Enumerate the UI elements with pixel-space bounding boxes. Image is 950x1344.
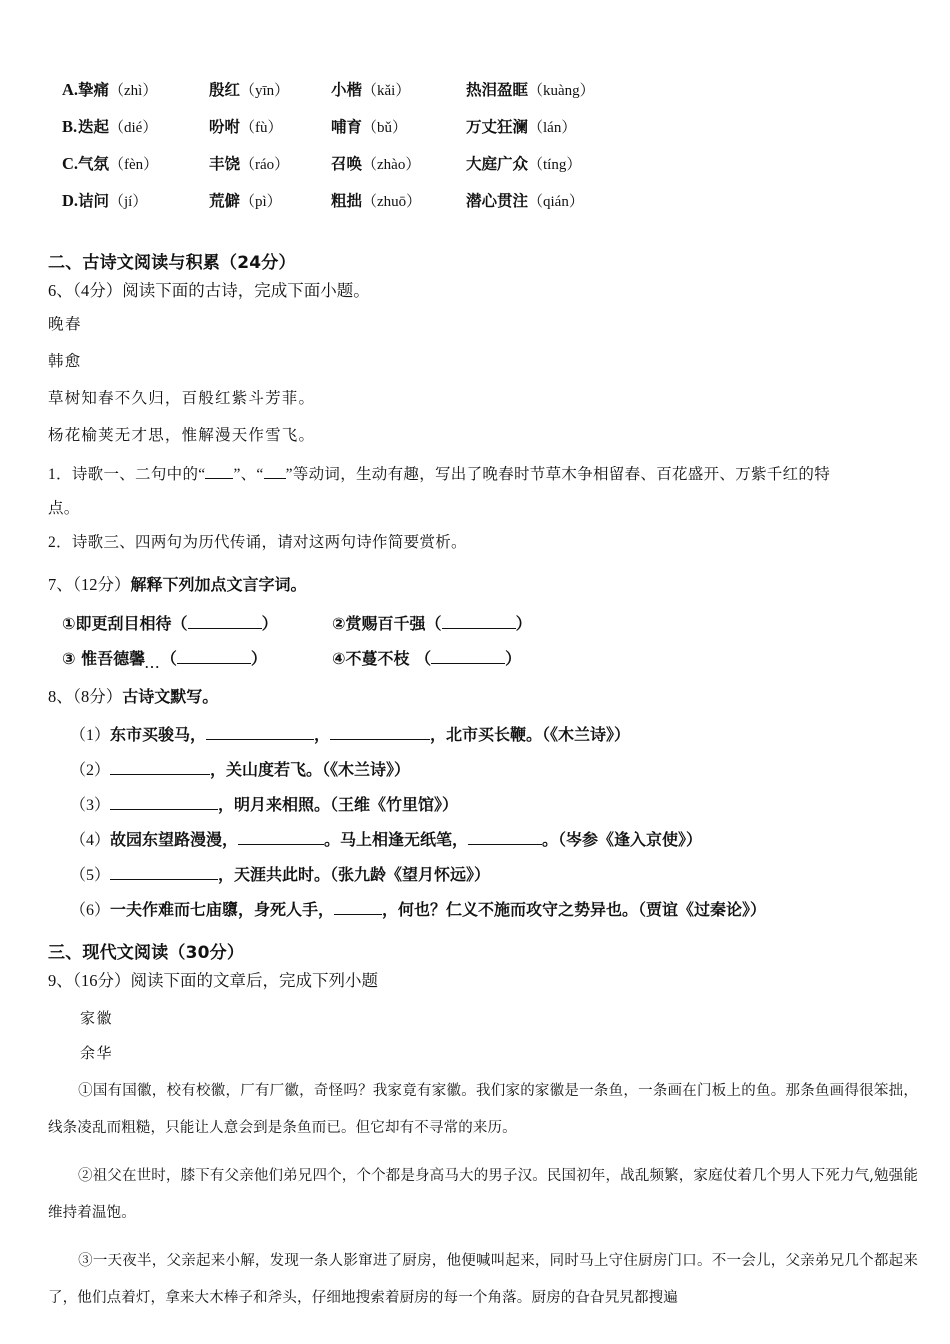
question-9-stem [48, 969, 918, 993]
choice-letter: A. [62, 80, 79, 99]
question-text: 阅读下面的文章后，完成下列小题 [130, 971, 378, 991]
choice-option: 召唤（zhào） [331, 155, 421, 173]
answer-blank[interactable] [110, 797, 218, 810]
choice-option: 万丈狂澜（lán） [466, 118, 577, 136]
item-index: （6） [70, 902, 111, 920]
answer-blank[interactable] [264, 466, 286, 479]
question-score: （12分） [72, 574, 131, 594]
choice-option: 吩咐（fù） [209, 118, 283, 136]
item-index: （3） [70, 797, 111, 815]
choice-row[interactable] [48, 152, 918, 189]
choice-row[interactable] [48, 115, 918, 152]
choice-option: 哺育（bǔ） [331, 118, 408, 136]
section-heading-2: 二、古诗文阅读与积累（24分） [48, 253, 296, 273]
choice-option: 气氛（fèn） [78, 155, 159, 173]
poem-author: 韩愈 [48, 351, 82, 370]
item-index: （5） [70, 867, 111, 885]
question-number: 6、 [48, 281, 73, 300]
q7-item: ①即更刮目相待（ ） [62, 613, 278, 633]
fill-in-row: （5） ，天涯共此时。（张九龄《望月怀远》） [70, 865, 491, 885]
question-score: （8分） [72, 686, 123, 706]
fill-in-row: （1）东市买骏马， ， ，北市买长鞭。（《木兰诗》） [70, 725, 631, 745]
poem-line: 草树知春不久归，百般红紫斗芳菲。 [48, 388, 316, 407]
answer-blank[interactable] [330, 727, 430, 740]
question-text: 解释下列加点文言字词。 [130, 574, 307, 594]
question-6-stem [48, 279, 918, 303]
article-title: 家徽 [80, 1009, 114, 1028]
answer-blank[interactable] [442, 616, 516, 629]
fill-in-row: （3） ，明月来相照。（王维《竹里馆》） [70, 795, 459, 815]
fill-in-row: （4）故园东望路漫漫， 。马上相逢无纸笔， 。（岑参《逢入京使》） [70, 830, 703, 850]
question-8-stem [48, 685, 918, 709]
emphasis-dots: ... [145, 655, 161, 671]
choice-option: 小楷（kǎi） [331, 81, 411, 99]
sub-question-text: ”等动词，生动有趣，写出了晚春时节草木争相留春、百花盛开、万紫千红的特 [285, 465, 830, 483]
item-index: （2） [70, 762, 111, 780]
choice-letter: C. [62, 154, 79, 173]
question-number: 7、 [48, 574, 73, 594]
answer-blank[interactable] [431, 651, 505, 664]
item-index: （4） [70, 832, 111, 850]
answer-blank[interactable] [468, 832, 542, 845]
article-author: 余华 [80, 1044, 114, 1063]
item-index: （1） [70, 727, 111, 745]
q7-item: ②赏赐百千强（ ） [332, 613, 532, 633]
article-paragraph: ②祖父在世时，膝下有父亲他们弟兄四个，个个都是身高马大的男子汉。民国初年，战乱频繁，家庭仗着几个男人下死力气,勉强能维持着温饱。 [48, 1168, 918, 1221]
fill-in-row: （6）一夫作难而七庙隳，身死人手， ，何也？仁义不施而攻守之势异也。（贾谊《过秦论》） [70, 900, 767, 920]
poem-title: 晚春 [48, 314, 83, 333]
choice-row[interactable] [48, 78, 918, 115]
choice-letter: D. [62, 191, 79, 210]
article-paragraph: ③一天夜半，父亲起来小解，发现一条人影窜进了厨房，他便喊叫起来，同时马上守住厨房门口。不一会儿，父亲弟兄几个都起来了，他们点着灯，拿来大木棒子和斧头，仔细地搜索着厨房的每一个角落。厨房的旮旮旯旯都搜遍 [48, 1253, 918, 1306]
choice-option: 诘问（jí） [78, 192, 148, 210]
answer-blank[interactable] [205, 466, 233, 479]
answer-blank[interactable] [110, 867, 218, 880]
choice-option: 粗拙（zhuō） [331, 192, 422, 210]
question-text: 古诗文默写。 [122, 686, 219, 706]
answer-blank[interactable] [238, 832, 324, 845]
choice-row[interactable] [48, 189, 918, 226]
answer-blank[interactable] [188, 616, 262, 629]
question-7-row [48, 646, 918, 669]
fill-in-row: （2） ，关山度若飞。（《木兰诗》） [70, 760, 411, 780]
question-6-sub-2: 2．诗歌三、四两句为历代传诵，请对这两句诗作简要赏析。 [48, 534, 467, 552]
question-6-sub-1-cont: 点。 [48, 500, 80, 518]
question-7-stem [48, 573, 918, 597]
answer-blank[interactable] [110, 762, 210, 775]
poem-line: 杨花榆荚无才思，惟解漫天作雪飞。 [48, 425, 316, 444]
question-number: 9、 [48, 971, 73, 991]
choice-options-block [48, 78, 918, 226]
choice-option: 大庭广众（tíng） [466, 155, 582, 173]
q7-item: ③ 惟吾德馨$_{...}$（ ） [62, 648, 267, 671]
answer-blank[interactable] [206, 727, 314, 740]
choice-option: 殷红（yīn） [209, 81, 290, 99]
choice-letter: B. [62, 117, 78, 136]
choice-option: 丰饶（ráo） [209, 155, 290, 173]
question-number: 8、 [48, 686, 73, 706]
sub-question-text: ”、“ [233, 465, 264, 483]
choice-option: 热泪盈眶（kuàng） [466, 81, 595, 99]
question-7-row [48, 611, 918, 634]
question-score: （4分） [72, 281, 123, 300]
choice-option: 潜心贯注（qián） [466, 192, 584, 210]
answer-blank[interactable] [177, 651, 251, 664]
q7-item: ④不蔓不枝 （ ） [332, 648, 522, 668]
article-paragraph: ①国有国徽，校有校徽，厂有厂徽，奇怪吗？我家竟有家徽。我们家的家徽是一条鱼，一条画在门板上的鱼。那条鱼画得很笨拙，线条凌乱而粗糙，只能让人意会到是条鱼而已。但它却有不寻常的来历。 [48, 1083, 918, 1136]
choice-option: 荒僻（pì） [209, 192, 282, 210]
question-6-sub-1 [48, 460, 918, 490]
question-text: 阅读下面的古诗，完成下面小题。 [122, 281, 370, 300]
choice-option: 挚痛（zhì） [78, 81, 158, 99]
sub-question-text: 1．诗歌一、二句中的“ [48, 465, 206, 483]
section-heading-3: 三、现代文阅读（30分） [48, 943, 245, 964]
question-score: （16分） [72, 971, 131, 991]
choice-option: 迭起（dié） [78, 118, 158, 136]
answer-blank[interactable] [334, 902, 382, 915]
